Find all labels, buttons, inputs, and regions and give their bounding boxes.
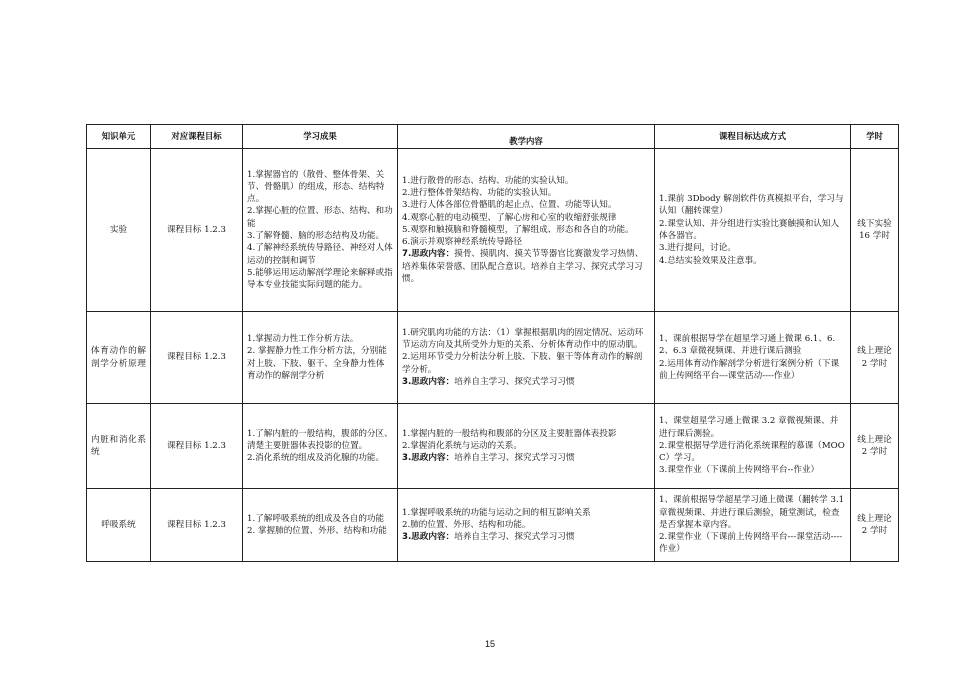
hours-cell: 线上理论 2 学时	[851, 312, 899, 404]
table-row	[87, 312, 899, 404]
hours-cell: 线下实验 16 学时	[851, 149, 899, 312]
outcome-item: 5.能够运用运动解剖学理论来解释或指导本专业技能实际问题的能力。	[247, 267, 393, 291]
course-goal-cell: 课程目标 1.2.3	[151, 312, 243, 404]
ideology-text: 摸骨、摸肌肉、摸关节等器官比赛激发学习热情、培养集体荣誉感、团队配合意识。培养自主学习、探究式学习习惯。	[402, 249, 644, 285]
ideology-content-item	[402, 248, 650, 285]
outcome-item: 4.了解神经系统传导路径、神经对人体运动的控制和调节	[247, 243, 393, 266]
table-row	[87, 149, 899, 312]
knowledge-unit-cell: 体育动作的解剖学分析原理	[87, 312, 151, 404]
outcome-item: 1.了解内脏的一般结构，腹部的分区、清楚主要脏器体表投影的位置。	[247, 428, 393, 451]
outcome-item: 2.掌握心脏的位置、形态、结构、和功能	[247, 206, 393, 229]
ideology-label: 7.思政内容：	[402, 249, 455, 260]
knowledge-unit-cell: 呼吸系统	[87, 489, 151, 562]
hours-cell: 线上理论 2 学时	[851, 489, 899, 562]
course-goal-cell: 课程目标 1.2.3	[151, 404, 243, 489]
learning-outcomes-cell	[243, 312, 398, 404]
method-item: 2.课堂作业（下课前上传网络平台---课堂活动----作业）	[659, 532, 843, 555]
content-item: 5.观察和触摸脑和脊髓模型，了解组成、形态和各自的功能。	[402, 224, 634, 235]
ideology-text: 培养自主学习、探究式学习习惯	[454, 532, 575, 543]
table-row	[87, 404, 899, 489]
ideology-label: 3.思政内容：	[402, 532, 455, 543]
knowledge-unit-cell: 实验	[87, 149, 151, 312]
content-item: 2.肺的位置、外形、结构和功能。	[402, 519, 531, 530]
method-item: 2.运用体育动作解剖学分析进行案例分析（下课前上传网络平台---课堂活动----作业）	[659, 358, 840, 381]
teaching-content-cell	[398, 312, 655, 404]
method-item: 1、课堂超星学习通上微课 3.2 章微视频课、并进行课后测验。	[659, 416, 839, 439]
outcome-item: 2.消化系统的组成及消化腺的功能。	[247, 453, 385, 464]
header-course-goal: 对应课程目标	[151, 125, 243, 149]
ideology-content-item	[402, 531, 650, 543]
learning-outcomes-cell	[243, 149, 398, 312]
page-number: 15	[484, 639, 495, 649]
method-item: 1、课前根据导学超星学习通上微课（翻转学 3.1 章微视频课、并进行课后测验，随堂测试，检查是否掌握本章内容。	[659, 495, 845, 530]
course-goal-cell: 课程目标 1.2.3	[151, 489, 243, 562]
table-row	[87, 489, 899, 562]
knowledge-unit-cell: 内脏和消化系统	[87, 404, 151, 489]
content-item: 2.进行整体骨架结构、功能的实验认知。	[402, 187, 557, 198]
ideology-label: 3.思政内容：	[402, 376, 455, 387]
content-item: 3.进行人体各部位骨骼肌的起止点、位置、功能等认知。	[402, 200, 617, 211]
learning-outcomes-cell	[243, 489, 398, 562]
achievement-method-cell	[655, 312, 851, 404]
content-item: 4.观察心脏的电动模型、了解心房和心室的收缩舒张规律	[402, 212, 617, 223]
curriculum-table	[86, 124, 899, 562]
teaching-content-cell	[398, 149, 655, 312]
header-achievement-method: 课程目标达成方式	[655, 125, 851, 149]
ideology-label: 3.思政内容：	[402, 453, 455, 464]
ideology-text: 培养自主学习、探究式学习习惯	[454, 453, 575, 464]
achievement-method-cell	[655, 489, 851, 562]
hours-cell: 线上理论 2 学时	[851, 404, 899, 489]
content-item: 6.演示并观察神经系统传导路径	[402, 237, 522, 248]
content-item: 1.研究肌肉功能的方法：（1）掌握根据肌肉的固定情况、运动环节运动方向及其所受外力矩的关系、分析体育动作中的原动肌。	[402, 327, 644, 351]
achievement-method-cell	[655, 404, 851, 489]
outcome-item: 1.了解呼吸系统的组成及各自的功能	[247, 513, 385, 524]
method-item: 1.课前 3Dbody 解剖软件仿真模拟平台，学习与认知（翻转课堂）	[659, 194, 844, 217]
content-item: 1.掌握呼吸系统的功能与运动之间的相互影响关系	[402, 507, 591, 518]
teaching-content-cell	[398, 404, 655, 489]
outcome-item: 1.掌握器官的（散骨、整体骨架、关节、骨骼肌）的组成，形态、结构特点。	[247, 169, 385, 205]
header-teaching-content: 教学内容	[398, 125, 655, 149]
method-item: 1、课前根据导学在超星学习通上微课 6.1、6.2、6.3 章微视频课、并进行课后测验	[659, 333, 836, 357]
method-item: 3.进行提问，讨论。	[659, 243, 736, 254]
method-item: 3.课堂作业（下课前上传网络平台--作业）	[659, 465, 820, 476]
ideology-text: 培养自主学习、探究式学习习惯	[454, 376, 575, 387]
header-hours: 学时	[851, 125, 899, 149]
content-item: 1.掌握内脏的一般结构和腹部的分区及主要脏器体表投影	[402, 428, 617, 439]
ideology-content-item	[402, 452, 650, 464]
outcome-item: 3.了解脊髓、脑的形态结构及功能。	[247, 231, 385, 241]
teaching-content-cell	[398, 489, 655, 562]
content-item: 2.掌握消化系统与运动的关系。	[402, 440, 522, 451]
ideology-content-item	[402, 376, 650, 388]
course-goal-cell: 课程目标 1.2.3	[151, 149, 243, 312]
header-learning-outcomes: 学习成果	[243, 125, 398, 149]
header-knowledge-unit: 知识单元	[87, 125, 151, 149]
outcome-item: 1.掌握动力性工作分析方法。	[247, 333, 359, 344]
content-item: 1.进行散骨的形态、结构、功能的实验认知。	[402, 175, 574, 186]
method-item: 2.课堂根据导学进行消化系统课程的慕课（MOOC）学习。	[659, 440, 845, 464]
method-item: 4.总结实验效果及注意事。	[659, 255, 762, 266]
achievement-method-cell	[655, 149, 851, 312]
method-item: 2.课堂认知、并分组进行实验比赛触摸和认知人体各器官。	[659, 218, 840, 241]
header-row	[87, 125, 899, 149]
outcome-item: 2. 掌握静力性工作分析方法，分别能对上肢、下肢、躯干、全身静力性体育动作的解剖学分析	[247, 346, 387, 381]
learning-outcomes-cell	[243, 404, 398, 489]
content-item: 2.运用环节受力分析法分析上肢、下肢、躯干等体育动作的解剖学分析。	[402, 352, 643, 375]
outcome-item: 2. 掌握肺的位置、外形、结构和功能	[247, 526, 387, 536]
